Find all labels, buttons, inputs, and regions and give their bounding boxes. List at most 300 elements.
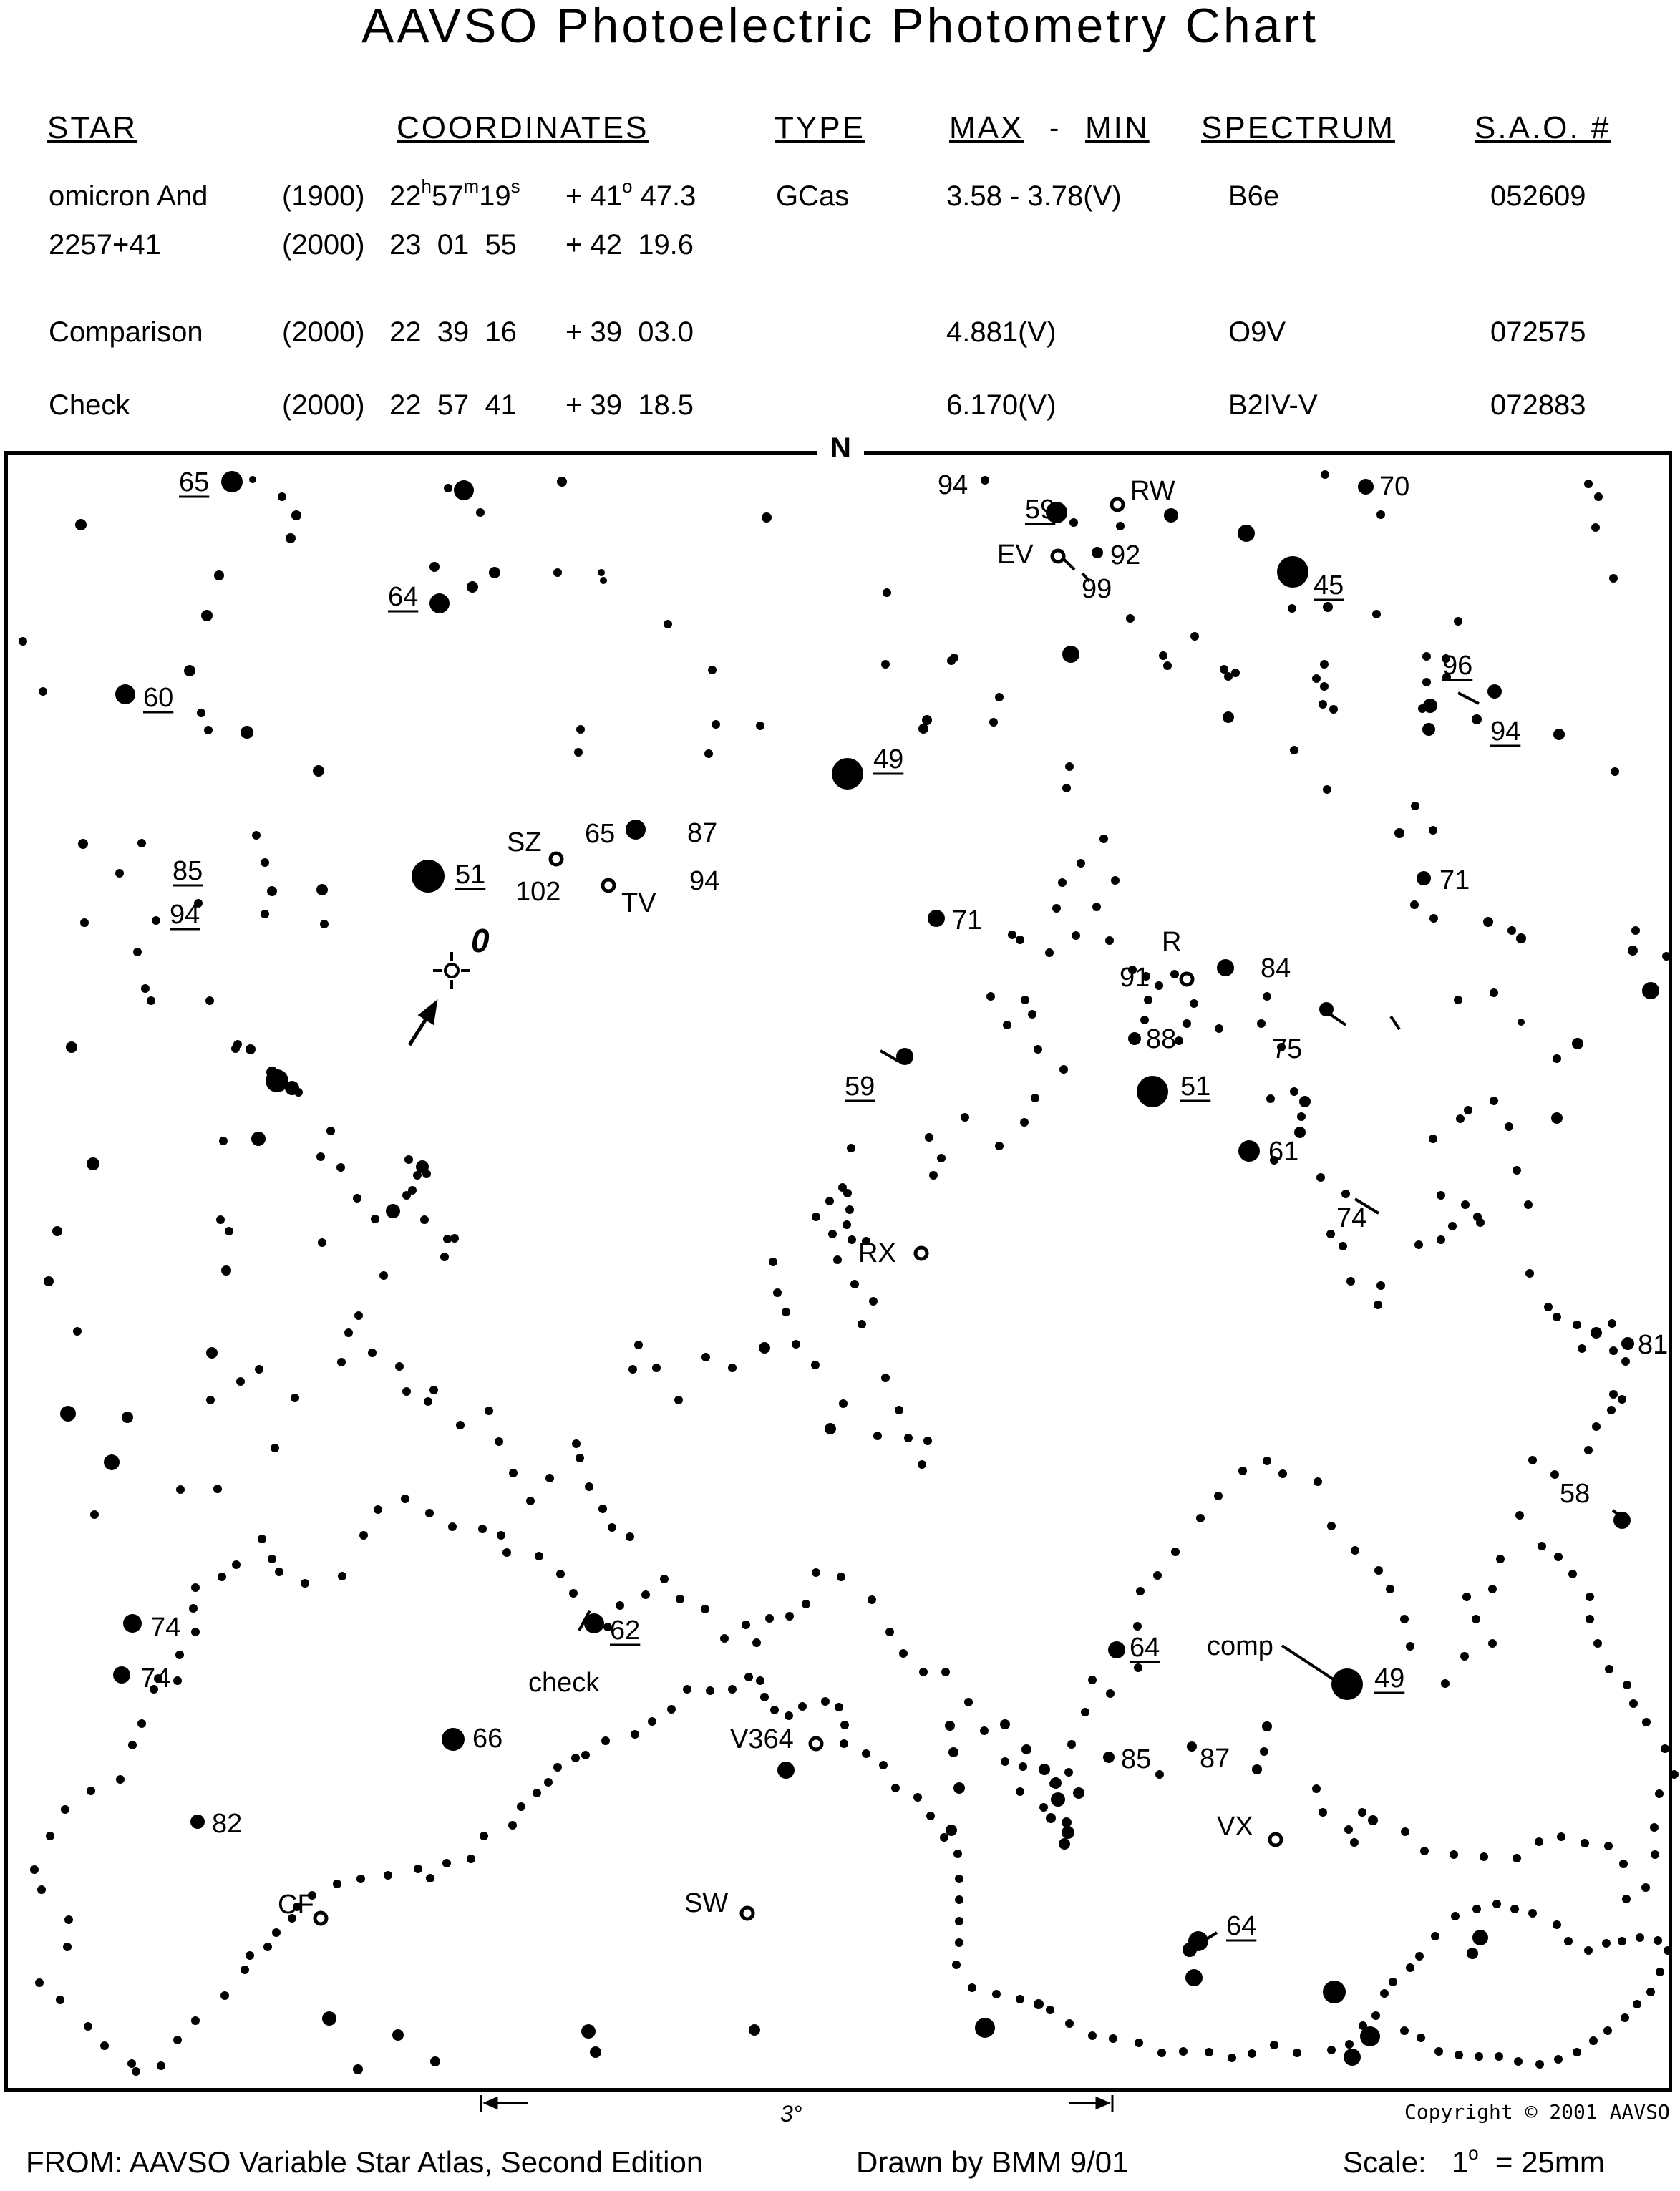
star: [883, 588, 891, 597]
star: [100, 2041, 109, 2050]
star: [115, 869, 124, 878]
star: [1472, 1905, 1481, 1913]
star: [590, 2046, 601, 2058]
star: [1524, 1200, 1533, 1209]
star: [581, 1751, 590, 1759]
star: [1592, 1422, 1601, 1431]
star: [1288, 604, 1296, 613]
star: [448, 1522, 457, 1531]
star: [444, 484, 452, 492]
check-name: Check: [49, 389, 130, 421]
variable-star-marker: [315, 1913, 326, 1924]
variable-star-marker: [1181, 973, 1193, 985]
star: [1429, 826, 1437, 835]
star: [1105, 936, 1114, 945]
star: [811, 1361, 820, 1369]
star: [1513, 1854, 1521, 1862]
star: [246, 1951, 254, 1960]
star: [1217, 959, 1234, 976]
star: [1164, 508, 1178, 523]
star: [744, 1673, 753, 1681]
header-star: STAR: [47, 110, 138, 145]
star-label: 64: [1130, 1633, 1160, 1663]
star: [879, 1761, 888, 1769]
star: [895, 1406, 903, 1414]
star: [1321, 470, 1329, 479]
star: [1488, 1585, 1497, 1593]
star: [706, 1686, 714, 1695]
star-label: 64: [1226, 1911, 1257, 1941]
star: [258, 1535, 266, 1543]
star: [1631, 926, 1640, 935]
star: [1185, 1969, 1203, 1986]
star: [1155, 1770, 1164, 1779]
star: [961, 1113, 969, 1122]
star: [87, 1787, 95, 1795]
field-stars: [19, 470, 1679, 2076]
star: [533, 1789, 541, 1797]
star: [191, 1628, 200, 1636]
star: [712, 720, 720, 729]
star: [1135, 2039, 1143, 2047]
chart-scale: Scale: 1$^o$ = 25mm: [1343, 2142, 1605, 2179]
star-label: RX: [858, 1238, 896, 1268]
star: [1108, 1641, 1125, 1658]
star-label: 94: [1490, 716, 1521, 747]
star: [1257, 1019, 1266, 1028]
star: [941, 1668, 950, 1676]
star: [1039, 1803, 1048, 1812]
star: [1480, 1852, 1488, 1861]
star: [1350, 1838, 1359, 1847]
star-label: 75: [1272, 1034, 1303, 1064]
star: [241, 1966, 249, 1974]
star-label: 84: [1261, 953, 1291, 983]
star: [1554, 2055, 1563, 2064]
star: [1661, 1744, 1669, 1753]
star: [1016, 1995, 1024, 2003]
star-label: 94: [689, 866, 720, 896]
star: [1099, 835, 1108, 843]
star: [1323, 785, 1331, 794]
star: [601, 1736, 610, 1745]
star-label: 58: [1560, 1479, 1591, 1509]
star: [1260, 1747, 1268, 1756]
star: [456, 1421, 465, 1429]
star: [825, 1423, 836, 1434]
star: [221, 1265, 231, 1276]
star: [442, 1859, 451, 1867]
star: [1069, 518, 1078, 527]
star: [241, 726, 253, 739]
star: [422, 1170, 431, 1178]
star: [201, 610, 213, 621]
star-label: 74: [1336, 1203, 1367, 1233]
star-label: VX: [1217, 1812, 1253, 1842]
star: [812, 1213, 820, 1221]
star: [1422, 652, 1431, 661]
epoch: (1900): [282, 180, 365, 212]
star-name: omicron And: [49, 180, 208, 212]
star: [1016, 1787, 1024, 1796]
star: [353, 2064, 363, 2074]
variable-stars: [315, 499, 1281, 1924]
star-label: 49: [1374, 1663, 1405, 1694]
star: [1133, 1622, 1142, 1631]
star: [402, 1387, 411, 1396]
star: [1594, 492, 1603, 501]
star: [320, 920, 329, 928]
star: [1320, 682, 1329, 691]
star: [792, 1340, 800, 1349]
star: [1608, 1319, 1616, 1328]
star: [574, 748, 583, 757]
star-label: RW: [1130, 476, 1175, 506]
star: [873, 1432, 882, 1440]
star: [843, 1189, 852, 1197]
star: [769, 1258, 777, 1266]
star: [1422, 678, 1431, 686]
star: [708, 666, 717, 674]
star: [1293, 2049, 1301, 2057]
star: [1434, 2047, 1443, 2056]
star: [1344, 2049, 1361, 2066]
star: [173, 1676, 182, 1685]
star: [955, 1917, 963, 1925]
star: [1550, 1470, 1559, 1479]
scale-bar-label: 3°: [780, 2101, 802, 2127]
star: [1021, 1744, 1031, 1754]
star-label: 81: [1638, 1330, 1669, 1360]
star: [476, 508, 485, 517]
star: [598, 1505, 607, 1513]
star: [828, 1230, 837, 1238]
star: [1072, 931, 1080, 940]
star: [631, 1730, 639, 1739]
header-type: TYPE: [775, 110, 865, 145]
star: [420, 1215, 429, 1224]
star: [1238, 525, 1255, 542]
star: [812, 1568, 820, 1577]
star: [1415, 1952, 1424, 1961]
leader-line: [1458, 693, 1479, 704]
star-label: check: [528, 1668, 600, 1698]
star: [251, 1132, 266, 1146]
star: [1472, 714, 1482, 724]
star: [1492, 1900, 1501, 1908]
star: [1214, 1492, 1223, 1500]
star: [980, 1726, 989, 1735]
star-label: EV: [997, 540, 1034, 570]
star: [1358, 1808, 1366, 1817]
star: [46, 1832, 54, 1840]
star: [1116, 522, 1125, 530]
star: [1190, 632, 1199, 641]
star: [318, 1238, 326, 1247]
star: [1329, 705, 1338, 714]
star: [246, 1044, 256, 1054]
star: [414, 1865, 422, 1873]
star: [1456, 1114, 1465, 1123]
star: [1263, 1457, 1271, 1465]
star: [1021, 996, 1029, 1004]
star: [1374, 1566, 1383, 1575]
star: [286, 533, 296, 543]
star: [374, 1505, 382, 1514]
star: [359, 1531, 368, 1540]
star: [585, 1482, 593, 1491]
star: [704, 749, 713, 758]
star: [271, 1444, 279, 1452]
star: [553, 1763, 562, 1772]
star: [1513, 1166, 1521, 1175]
star: [261, 858, 269, 867]
header-coordinates: COORDINATES: [397, 110, 649, 145]
star: [413, 1171, 422, 1180]
star: [218, 1573, 226, 1581]
star: [1564, 1937, 1573, 1945]
star: [338, 1572, 346, 1580]
variable-star-marker: [810, 1738, 822, 1749]
star: [1414, 1240, 1423, 1249]
star: [765, 1614, 774, 1623]
star: [899, 1649, 908, 1658]
star: [986, 992, 995, 1001]
star: [1454, 617, 1462, 626]
star: [1420, 1847, 1429, 1855]
star: [1400, 1615, 1409, 1623]
star: [1515, 1511, 1524, 1520]
star: [1589, 2036, 1598, 2045]
star: [291, 510, 301, 520]
star: [1346, 1277, 1355, 1286]
star: [1605, 1665, 1613, 1673]
star: [1437, 1191, 1445, 1200]
leader-line: [1391, 1016, 1399, 1029]
star: [1650, 1823, 1659, 1832]
star: [1001, 1757, 1009, 1766]
star: [1252, 1764, 1262, 1774]
star: [337, 1358, 346, 1366]
star: [535, 1552, 543, 1560]
star: [1450, 1850, 1458, 1859]
header-min: MIN: [1085, 110, 1150, 145]
star: [73, 1327, 82, 1336]
star: [291, 1394, 299, 1402]
star: [39, 687, 47, 696]
star: [1290, 746, 1298, 754]
star: [918, 1460, 926, 1469]
star-label: SZ: [507, 827, 542, 858]
star: [1073, 1787, 1084, 1799]
star: [825, 1197, 834, 1205]
star: [1046, 1813, 1056, 1823]
star: [1429, 1135, 1437, 1143]
star: [495, 1437, 503, 1446]
variable-star-marker: [916, 1248, 927, 1259]
star: [1429, 914, 1438, 923]
star: [219, 1137, 228, 1145]
star: [268, 1555, 276, 1563]
star: [1062, 646, 1079, 663]
star: [544, 1778, 553, 1787]
star: [1052, 904, 1061, 913]
magnitude-range: 3.58 - 3.78(V): [946, 180, 1122, 212]
star: [1137, 1076, 1168, 1107]
star: [1205, 2048, 1213, 2056]
star: [1467, 1948, 1478, 1959]
star-label: 92: [1110, 540, 1141, 570]
star: [19, 637, 27, 646]
star: [266, 1067, 278, 1078]
star: [1386, 1585, 1394, 1593]
copyright: Copyright © 2001 AAVSO: [1404, 2100, 1670, 2124]
star: [64, 1915, 73, 1924]
star: [132, 2067, 140, 2076]
star: [1518, 1019, 1525, 1026]
star: [634, 1341, 643, 1349]
star: [1358, 479, 1374, 495]
star: [868, 1595, 876, 1604]
star: [641, 1590, 650, 1599]
star: [1262, 1721, 1272, 1731]
star: [63, 1943, 72, 1951]
check-ra: 22 57 41: [389, 389, 517, 421]
star: [1050, 1777, 1062, 1789]
epoch: (2000): [282, 316, 365, 348]
star: [1220, 665, 1228, 674]
star: [948, 1747, 958, 1757]
star: [90, 1510, 99, 1519]
epoch: (2000): [282, 229, 365, 261]
star: [576, 1454, 584, 1462]
star: [1372, 610, 1381, 618]
star: [891, 1784, 900, 1792]
star-label: 87: [687, 818, 718, 848]
star: [1028, 1010, 1036, 1019]
star: [881, 1374, 890, 1382]
star: [1621, 1357, 1630, 1366]
star: [1238, 1140, 1260, 1162]
star: [272, 1928, 281, 1937]
star: [485, 1407, 493, 1415]
comparison-ra: 22 39 16: [389, 316, 517, 348]
star: [1339, 1242, 1347, 1250]
star: [785, 1612, 794, 1621]
star: [798, 1702, 807, 1711]
star: [674, 1396, 683, 1404]
star: [344, 1328, 353, 1337]
star: [133, 948, 142, 956]
star: [1642, 1718, 1651, 1726]
star: [1654, 1936, 1662, 1945]
star: [581, 2024, 596, 2039]
star: [777, 1762, 795, 1779]
star: [945, 1721, 955, 1731]
star: [137, 839, 146, 847]
star: [225, 1227, 233, 1235]
star: [955, 1895, 963, 1904]
star-label: 91: [1120, 963, 1150, 993]
star: [1039, 1764, 1050, 1775]
star: [206, 1347, 218, 1359]
star: [424, 1397, 432, 1406]
star: [1106, 1689, 1115, 1698]
star: [955, 1938, 963, 1947]
star: [1128, 1032, 1141, 1045]
star: [598, 569, 605, 576]
star: [1535, 2060, 1544, 2069]
variable-star-marker: [550, 853, 562, 865]
star-label: 64: [388, 582, 419, 612]
star: [1535, 1837, 1543, 1846]
star: [379, 1271, 388, 1280]
star: [1431, 1932, 1439, 1940]
star: [1621, 2013, 1629, 2022]
star: [61, 1805, 69, 1814]
star: [1394, 828, 1404, 838]
star: [839, 1399, 848, 1408]
star: [1591, 523, 1600, 532]
comparison-sao: 072575: [1490, 316, 1586, 348]
star: [1418, 704, 1427, 713]
star: [429, 1386, 438, 1394]
dec-2000: + 42 19.6: [565, 229, 694, 261]
star: [301, 1579, 309, 1588]
star: [442, 1728, 465, 1751]
star: [213, 1485, 222, 1493]
star: [1376, 510, 1385, 519]
star: [78, 839, 88, 849]
star: [964, 1698, 973, 1706]
star: [1000, 1719, 1010, 1729]
star: [1455, 2051, 1463, 2059]
star: [1528, 1909, 1537, 1918]
star: [1034, 1045, 1042, 1054]
star: [728, 1364, 737, 1372]
star: [1320, 660, 1329, 669]
star: [989, 718, 998, 727]
star-label: 60: [143, 683, 174, 713]
star: [1136, 1587, 1145, 1595]
star: [1290, 1087, 1298, 1096]
star: [236, 1377, 245, 1386]
variable-star-marker: [1052, 550, 1064, 562]
star: [1297, 1112, 1306, 1121]
star: [833, 1255, 842, 1264]
star: [1051, 1792, 1065, 1807]
star: [628, 1365, 637, 1374]
star: [1277, 556, 1308, 588]
star: [1633, 2000, 1641, 2008]
star: [137, 1719, 146, 1728]
spectrum: B6e: [1228, 180, 1280, 212]
star: [1008, 931, 1016, 939]
star: [1618, 1395, 1626, 1404]
star: [1584, 480, 1593, 488]
star: [1488, 1639, 1497, 1648]
star: [557, 477, 567, 487]
star: [412, 860, 445, 893]
star: [1020, 1118, 1029, 1127]
header-spectrum: SPECTRUM: [1201, 110, 1395, 145]
star: [197, 709, 205, 717]
star-label: 49: [873, 744, 904, 774]
star: [128, 1741, 137, 1749]
star: [1472, 1615, 1480, 1623]
star: [1618, 1937, 1626, 1945]
star: [742, 1621, 750, 1629]
